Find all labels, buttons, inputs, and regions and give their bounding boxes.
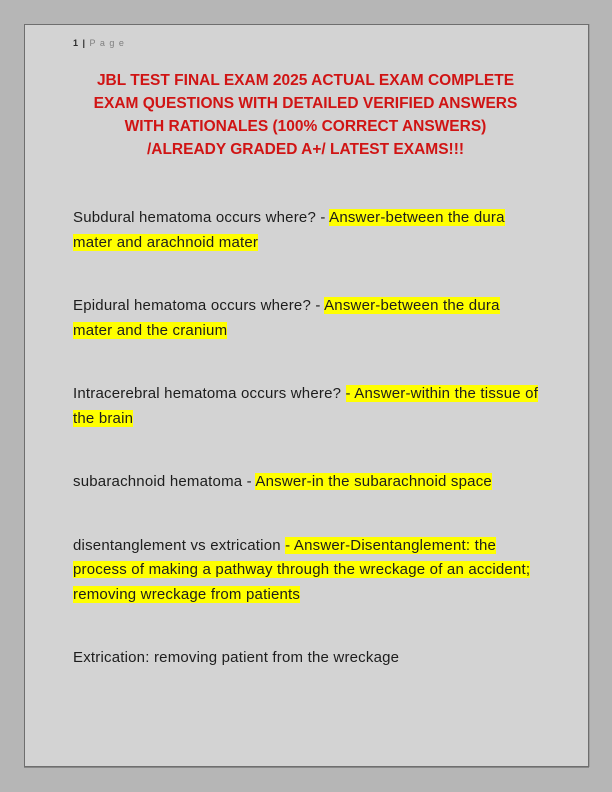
question-text: Subdural hematoma occurs where? - — [73, 209, 330, 226]
page-word: P a g e — [89, 38, 125, 48]
answer-highlight: Answer-in the subarachnoid space — [255, 473, 492, 490]
question-text: disentanglement vs extrication — [73, 536, 286, 554]
answer-highlight: - Answer-Disentanglement: the process of making a pathway through the wreckage of an accident; removing wreckage from patients — [73, 536, 531, 603]
answer-highlight: - Answer-within the tissue of the brain — [73, 385, 539, 427]
qa-paragraph — [73, 646, 539, 671]
page-number-separator: | — [79, 38, 90, 48]
question-text: Intracerebral hematoma occurs where? — [73, 385, 346, 402]
qa-paragraph — [73, 294, 539, 343]
document-body — [73, 206, 539, 671]
question-text: Extrication: removing patient from the wreckage — [73, 649, 400, 666]
question-text: subarachnoid hematoma - — [73, 473, 256, 490]
qa-paragraph — [73, 470, 539, 495]
qa-paragraph — [73, 206, 539, 255]
page-number: 1 — [73, 38, 80, 48]
qa-paragraph — [73, 382, 539, 431]
page-number-header — [73, 37, 538, 49]
qa-paragraph — [73, 534, 539, 608]
answer-highlight: Answer-between the dura mater and the cranium — [73, 297, 500, 339]
answer-highlight: Answer-between the dura mater and arachnoid mater — [73, 209, 505, 251]
document-page — [24, 24, 589, 767]
document-title: JBL TEST FINAL EXAM 2025 ACTUAL EXAM COMPLETE EXAM QUESTIONS WITH DETAILED VERIFIED ANSWERS WITH RATIONALES (100% CORRECT ANSWERS) /ALREADY GRADED A+/ LATEST EXAMS!!! — [93, 72, 518, 158]
question-text: Epidural hematoma occurs where? - — [73, 297, 325, 314]
